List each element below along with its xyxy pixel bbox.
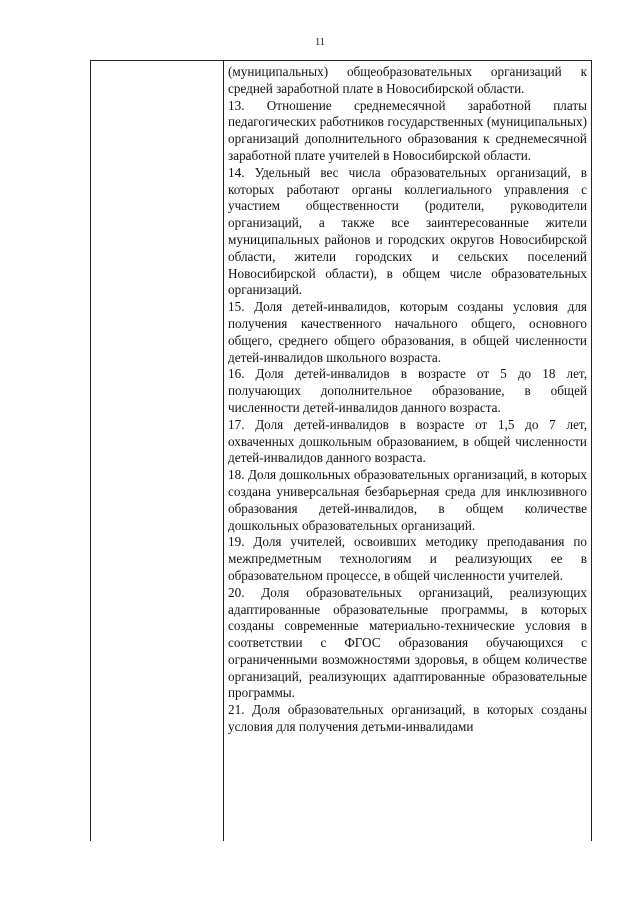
indicator-13: 13. Отношение среднемесячной заработной платы педагогических работников государственных (муниципальных) организаций дополнительного образования к среднемесячной заработной плате учителей в Новосибирской области. bbox=[228, 97, 587, 163]
page-number: 11 bbox=[315, 37, 325, 48]
indicator-12-tail: (муниципальных) общеобразовательных организаций к средней заработной плате в Новосибирской области. bbox=[228, 64, 587, 96]
indicator-20: 20. Доля образовательных организаций, реализующих адаптированные образовательные программы, в которых созданы современные материально-технические условия в соответствии с ФГОС образования обучающихся с ограниченными возможностями здоровья, в общем количестве организаций, реализующих адаптированные образовательные программы. bbox=[228, 584, 587, 701]
indicator-table bbox=[90, 60, 592, 841]
indicator-17: 17. Доля детей-инвалидов в возрасте от 1,5 до 7 лет, охваченных дошкольным образованием, в общей численности детей-инвалидов данного возраста. bbox=[228, 416, 587, 466]
table-left-column bbox=[91, 61, 224, 841]
indicator-19: 19. Доля учителей, освоивших методику преподавания по межпредметным технологиям и реализующих ее в образовательном процессе, в общей численности учителей. bbox=[228, 534, 587, 583]
indicator-15: 15. Доля детей-инвалидов, которым созданы условия для получения качественного начального общего, основного общего, среднего общего образования, в общей численности детей-инвалидов школьного возраста. bbox=[228, 299, 587, 365]
indicator-14: 14. Удельный вес числа образовательных организаций, в которых работают органы коллегиального управления с участием общественности (родители, руководители организаций, а также все заинтересованные жители муниципальных районов и городских округов Новосибирской области, жители городских и сельских поселений Новосибирской области), в общем числе образовательных организаций. bbox=[228, 164, 587, 298]
indicator-16: 16. Доля детей-инвалидов в возрасте от 5 до 18 лет, получающих дополнительное образование, в общей численности детей-инвалидов данного возраста. bbox=[228, 366, 587, 415]
indicator-list bbox=[228, 64, 587, 736]
indicator-18: 18. Доля дошкольных образовательных организаций, в которых создана универсальная безбарьерная среда для инклюзивного образования детей-инвалидов, в общем количестве дошкольных образовательных организаций. bbox=[228, 467, 587, 533]
indicator-21: 21. Доля образовательных организаций, в которых созданы условия для получения детьми-инвалидами bbox=[228, 702, 587, 735]
table-right-column bbox=[224, 61, 591, 841]
